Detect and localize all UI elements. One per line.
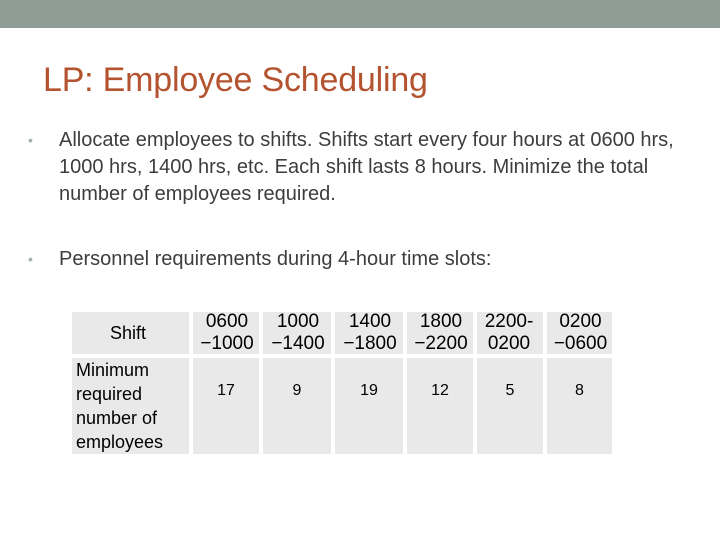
requirement-value: 17 xyxy=(217,382,235,399)
slide-title: LP: Employee Scheduling xyxy=(43,61,428,99)
bullet-item xyxy=(28,127,688,208)
requirement-value: 8 xyxy=(575,382,584,399)
requirement-cell xyxy=(407,358,473,454)
row-label-shift: Shift xyxy=(110,323,147,343)
shift-header-cell xyxy=(477,312,543,354)
row-label-shift-cell xyxy=(72,312,189,354)
requirement-cell xyxy=(193,358,259,454)
top-bar xyxy=(0,0,720,28)
requirement-cell xyxy=(547,358,612,454)
bullet-item xyxy=(28,246,688,273)
requirement-value: 12 xyxy=(431,382,449,399)
requirement-value: 9 xyxy=(292,382,302,399)
bullet-text: Allocate employees to shifts. Shifts start every four hours at 0600 hrs, 1000 hrs, 1400 hrs, etc. Each shift lasts 8 hours. Minimize the total number of employees required. xyxy=(59,129,674,205)
bullet-marker: • xyxy=(28,132,33,148)
shift-time-range: 1000 −1400 xyxy=(271,311,325,354)
shift-header-cell xyxy=(263,312,331,354)
shift-time-range: 1800 −2200 xyxy=(414,311,468,354)
shift-header-cell xyxy=(193,312,259,354)
shift-header-cell xyxy=(547,312,612,354)
requirement-cell xyxy=(263,358,331,454)
shift-time-range: 0200 −0600 xyxy=(553,311,608,354)
bullet-list xyxy=(28,127,688,273)
shift-header-cell xyxy=(407,312,473,354)
requirement-cell xyxy=(335,358,403,454)
shift-time-range: 0600 −1000 xyxy=(200,311,254,354)
row-label-minimum: Minimum required number of employees xyxy=(76,360,164,452)
row-label-minimum-cell xyxy=(72,358,189,454)
requirement-cell xyxy=(477,358,543,454)
bullet-text: Personnel requirements during 4-hour time slots: xyxy=(59,248,492,270)
shift-time-range: 2200- 0200 xyxy=(484,311,534,354)
bullet-marker: • xyxy=(28,251,33,267)
shift-header-cell xyxy=(335,312,403,354)
requirement-value: 5 xyxy=(505,382,515,399)
requirement-value: 19 xyxy=(360,382,378,399)
shift-time-range: 1400 −1800 xyxy=(343,311,397,354)
